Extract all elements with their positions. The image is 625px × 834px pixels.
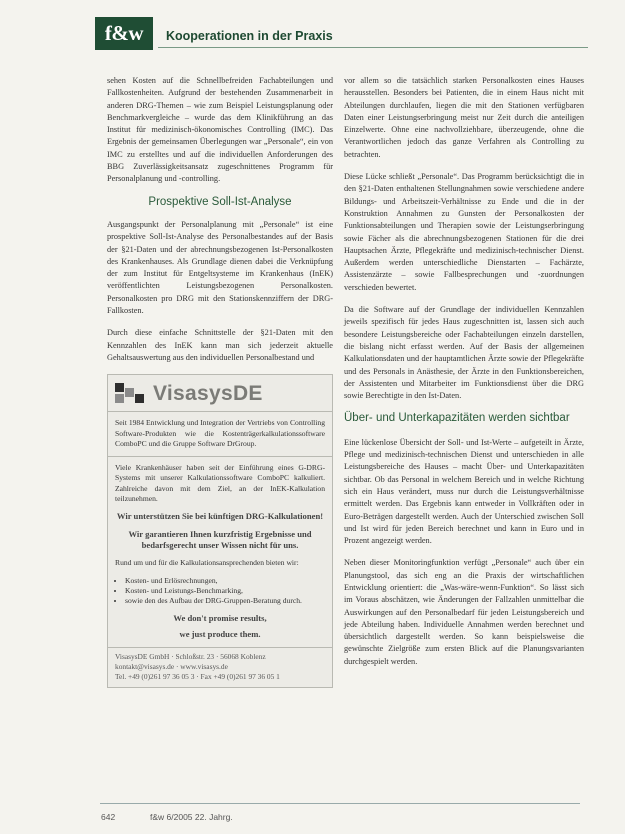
paragraph: Diese Lücke schließt „Personale“. Das Programm berücksichtigt die in den §21-Daten enthaltenen Stellungnahmen sowie verschiedene andere Bildungs- und Arbeitszeit-Verhältnisse zu Ende und die in der Konstruktion Annahmen zu Gunsten der Personalkosten der Funktionsabteilungen und Therapien sowie der Leistungserbringung sowie Fächer als die abrechnungsbezogenen Stationen für die drei Hauptsachen Ärzte, Pflegekräfte und medizinisch-technischer Dienst. Außerdem werden unterschiedliche Dienstarten – Fachärzte, Assistenzärzte – sowie Fallbesprechungen und -zuordnungen verschieden bewertet.	[344, 172, 584, 292]
paragraph: Durch diese einfache Schnittstelle der §21-Daten mit den Kennzahlen des InEK kann man sich jederzeit aktuelle Gehaltsauswertung aus den individuellen Personalbestand und	[107, 328, 333, 362]
list-item: • Kosten- und Leistungs-Benchmarking,	[125, 586, 325, 596]
ad-promise-line-1: We don't promise results,	[173, 612, 267, 623]
ad-list-intro: Rund um und für die Kalkulationsansprechenden bieten wir:	[115, 558, 299, 568]
ad-address: VisasysDE GmbH · Schloßstr. 23 · 56068 Koblenz	[115, 651, 266, 661]
ad-intro: Seit 1984 Entwicklung und Integration der Vertriebs von Controlling Software-Produkten wie die Kostenträgerkalkulationssoftware ComboPC und die Gruppe Software DrGroup.	[115, 418, 325, 448]
left-column	[107, 75, 333, 688]
paragraph: sehen Kosten auf die Schnellbefreiden Fachabteilungen und Fallkostenheiten. Aufgrund der bestehenden Zusammenarbeit in anderen DRG-Themen – wie zum Beispiel Leistungsplanung oder Benchmarkvergleiche – wurde das dem Klinikführung an das Institut für medizinisch-ökonomisches Controlling (IMC). Das Ergebnis der gemeinsamen Überlegungen war „Personale“, ein von IMC zu erstelltes und auf die individuellen Anforderungen des BBG Zuverlässigkeitsansatz zugeschnittenes Programm für Personalplanung und -controlling.	[107, 76, 333, 184]
ad-contact	[108, 647, 332, 682]
paragraph: Eine lückenlose Übersicht der Soll- und Ist-Werte – aufgeteilt in Ärzte, Pflege und medizinisch-technischen Dienst und unterschieden in alle Leistungsbereiche des Hauses – macht Über- und Unterkapazitäten sichtbar. Ob das Personal in welchem Bereich und in welche Richtung sich ein Haus verändert, muss nur durch die Leistungsverhältnisse ermittelt werden. Das Ergebnis kann entweder in Vollkräften oder in Euro-Beträgen dargestellt werden. Auch der Unterschied zwischen Soll und Ist wird für jeden Bereich berechnet und kann in Euro und in Prozent angezeigt werden.	[344, 437, 584, 546]
journal-logo: f&w	[95, 17, 153, 50]
section-heading: Prospektive Soll-Ist-Analyse	[148, 195, 292, 208]
advertisement-box	[107, 374, 333, 687]
publication-info: f&w 6/2005 22. Jahrg.	[150, 812, 233, 822]
page-number: 642	[101, 812, 116, 822]
ad-promise-line-2: we just produce them.	[179, 628, 261, 639]
ad-divider	[108, 456, 332, 457]
ad-paragraph: Viele Krankenhäuser haben seit der Einführung eines G-DRG-Systems mit unserer Kalkulationssoftware ComboPC kalkuliert. Zahlreiche davon mit dem Ziel, an der InEK-Kalkulation teilzunehmen.	[115, 463, 325, 504]
ad-brand	[108, 379, 332, 412]
header-divider	[158, 47, 588, 48]
footer-divider	[100, 803, 580, 804]
ad-phone-fax: Tel. +49 (0)261 97 36 05 3 · Fax +49 (0)261 97 36 05 1	[115, 671, 280, 681]
ad-support-slogan: Wir unterstützen Sie bei künftigen DRG-Kalkulationen!	[116, 511, 324, 522]
list-item: • Kosten- und Erlösrechnungen,	[125, 576, 325, 586]
section-title: Kooperationen in der Praxis	[166, 29, 333, 43]
ad-email-web: kontakt@visasys.de · www.visasys.de	[115, 661, 228, 671]
paragraph: vor allem so die tatsächlich starken Personalkosten eines Hauses herausstellen. Besonders bei Patienten, die in einem Haus nicht mit Abteilungen durchlaufen, liegen die mit den Stationen verfügbaren Daten einer Leistungserbringung meist nur Zeit durch die anteiligen Einzelwerte. Ohne eine nachvollziehbare, überzeugende, ohne die Verantwortlichen jedoch das ganze Verfahren als Controlling zu betrachten.	[344, 76, 584, 159]
ad-brand-name: VisasysDE	[153, 382, 263, 406]
paragraph: Neben dieser Monitoringfunktion verfügt „Personale“ auch über ein Planungstool, das sich eng an die Praxis der wirtschaftlichen Entwicklung orientiert: die „Was-wäre-wenn-Funktion“. So lässt sich im Voraus abschätzen, wie Änderungen der Fallzahlen unmittelbar die Auswirkungen auf den Personalbedarf für jeden Leistungsbereich und jede Abteilung haben. Individuelle Annahmen werden berechnet und übersichtlich dargestellt werden. So kann beispielsweise die gewünschte Zielgröße zum ersten Blick auf die Planungsvarianten durchgespielt werden.	[344, 558, 584, 666]
paragraph: Ausgangspunkt der Personalplanung mit „Personale“ ist eine prospektive Soll-Ist-Analyse des Personalbestandes auf der Basis der §21-Daten und der abrechnungsbezogenen Ist-Personalkosten des Krankenhauses. Als Grundlage dienen dabei die Verknüpfung der zum Institut für Entgeltsysteme im Krankenhaus (InEK) veröffentlichten Leistungsbezogenen Personalkosten. Personalkosten pro DRG mit den Stationskennziffern der DRG-Fallkosten.	[107, 219, 333, 316]
section-heading: Über- und Unterkapazitäten werden sichtbar	[344, 412, 570, 425]
ad-service-list	[115, 576, 325, 607]
squares-logo-icon	[115, 383, 145, 405]
paragraph: Da die Software auf der Grundlage der individuellen Kennzahlen jeweils spezifisch für jedes Haus zugeschnitten ist, lassen sich auch besondere Leistungsbereiche oder Fachabteilungen einzeln darstellen, die bislang nicht erfasst werden. Auf der Basis der allgemeinen Kalkulationsdaten und der hauptamtlichen Ärzte sowie der Pflegekräfte und des Personals in Anästhesie, der Ärzte in den Funktionsbereichen, der Assistenten und Mitarbeiter im Funktionsdienst über die DRG sowie Berechtigte in den Ist-Daten.	[344, 305, 584, 401]
right-column	[344, 75, 584, 678]
list-item: • sowie den des Aufbau der DRG-Gruppen-Beratung durch.	[125, 596, 325, 606]
ad-guarantee-slogan: Wir garantieren Ihnen kurzfristig Ergebnisse und bedarfsgerecht unser Wissen nicht für uns.	[128, 529, 312, 551]
